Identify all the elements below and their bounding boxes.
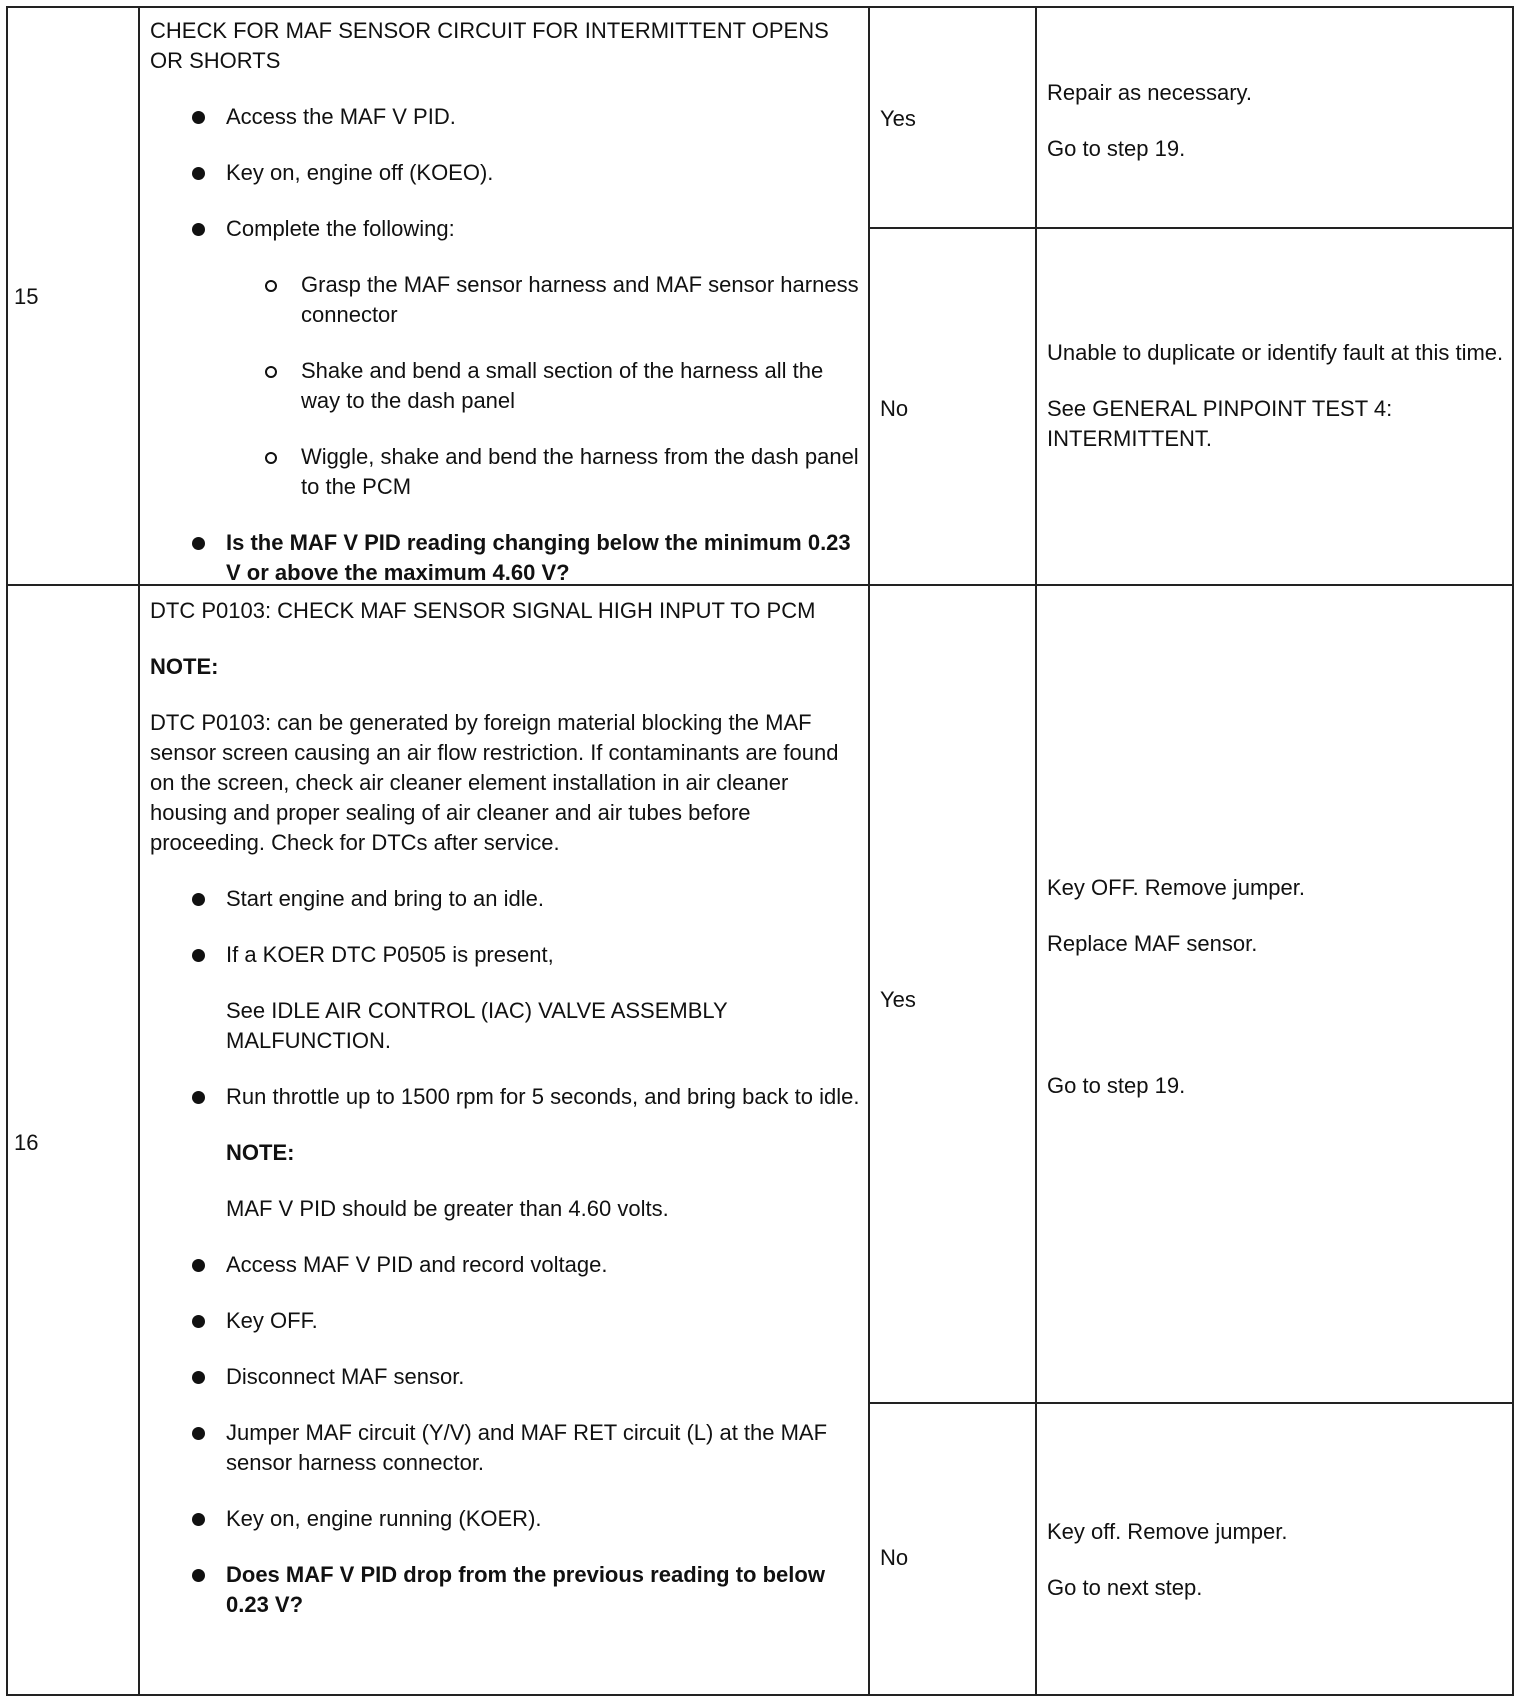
column-divider bbox=[138, 8, 140, 1694]
answer-no: No bbox=[880, 1545, 909, 1570]
answer-divider bbox=[868, 227, 1512, 229]
note-text: MAF V PID should be greater than 4.60 volts. bbox=[226, 1196, 669, 1221]
bullet-list bbox=[150, 102, 861, 588]
question: Does MAF V PID drop from the previous reading to below 0.23 V? bbox=[150, 1560, 861, 1620]
list-item bbox=[150, 214, 861, 502]
list-item: Start engine and bring to an idle. bbox=[150, 884, 861, 914]
bullet-list bbox=[150, 1082, 861, 1112]
action-line: See GENERAL PINPOINT TEST 4: INTERMITTENT. bbox=[1047, 396, 1393, 451]
action-line: Key OFF. Remove jumper. bbox=[1047, 875, 1305, 900]
list-item: Key on, engine off (KOEO). bbox=[150, 158, 861, 188]
column-divider bbox=[1035, 8, 1037, 1694]
sub-bullet-list bbox=[226, 270, 861, 502]
bullet-list bbox=[150, 1250, 861, 1620]
note-label: NOTE: bbox=[226, 1140, 295, 1165]
procedure-cell bbox=[144, 586, 867, 1694]
list-item: Access MAF V PID and record voltage. bbox=[150, 1250, 861, 1280]
list-item: Run throttle up to 1500 rpm for 5 seconds, and bring back to idle. bbox=[150, 1082, 861, 1112]
sub-list-item: Wiggle, shake and bend the harness from the dash panel to the PCM bbox=[226, 442, 861, 502]
sub-list-item: Grasp the MAF sensor harness and MAF sensor harness connector bbox=[226, 270, 861, 330]
no-action bbox=[1041, 1517, 1511, 1629]
diagnostic-table bbox=[6, 6, 1514, 1696]
list-item: Jumper MAF circuit (Y/V) and MAF RET circuit (L) at the MAF sensor harness connector. bbox=[150, 1418, 861, 1478]
answer-yes: Yes bbox=[880, 106, 916, 131]
step-number: 16 bbox=[14, 1130, 39, 1155]
bullet-list bbox=[150, 884, 861, 970]
column-divider bbox=[868, 8, 870, 1694]
action-line: Go to step 19. bbox=[1047, 136, 1186, 161]
list-item-text: Complete the following: bbox=[226, 216, 455, 241]
answer-yes: Yes bbox=[880, 987, 916, 1012]
action-line: Key off. Remove jumper. bbox=[1047, 1519, 1288, 1544]
iac-reference: See IDLE AIR CONTROL (IAC) VALVE ASSEMBLY MALFUNCTION. bbox=[226, 998, 728, 1053]
question: Is the MAF V PID reading changing below the minimum 0.23 V or above the maximum 4.60 V? bbox=[150, 528, 861, 588]
list-item: If a KOER DTC P0505 is present, bbox=[150, 940, 861, 970]
step-title: DTC P0103: CHECK MAF SENSOR SIGNAL HIGH INPUT TO PCM bbox=[150, 598, 816, 623]
action-line: Replace MAF sensor. bbox=[1047, 931, 1258, 956]
action-line: Repair as necessary. bbox=[1047, 80, 1253, 105]
note-text: DTC P0103: can be generated by foreign material blocking the MAF sensor screen causing an air flow restriction. If contaminants are found on the screen, check air cleaner element installation in air cleaner housing and proper sealing of air cleaner and air tubes before proceeding. Check for DTCs after service. bbox=[150, 710, 839, 855]
answer-no: No bbox=[880, 396, 909, 421]
no-action bbox=[1041, 338, 1511, 480]
list-item: Key OFF. bbox=[150, 1306, 861, 1336]
list-item: Key on, engine running (KOER). bbox=[150, 1504, 861, 1534]
step-number: 15 bbox=[14, 284, 39, 309]
action-line: Go to next step. bbox=[1047, 1575, 1203, 1600]
step-title: CHECK FOR MAF SENSOR CIRCUIT FOR INTERMITTENT OPENS OR SHORTS bbox=[150, 18, 829, 73]
yes-action bbox=[1041, 78, 1511, 190]
sub-list-item: Shake and bend a small section of the harness all the way to the dash panel bbox=[226, 356, 861, 416]
answer-divider bbox=[868, 1402, 1512, 1404]
note-label: NOTE: bbox=[150, 654, 219, 679]
procedure-cell bbox=[144, 8, 867, 584]
list-item: Disconnect MAF sensor. bbox=[150, 1362, 861, 1392]
yes-action bbox=[1041, 873, 1511, 1127]
action-line: Go to step 19. bbox=[1047, 1073, 1186, 1098]
list-item: Access the MAF V PID. bbox=[150, 102, 861, 132]
action-line: Unable to duplicate or identify fault at this time. bbox=[1047, 340, 1504, 365]
